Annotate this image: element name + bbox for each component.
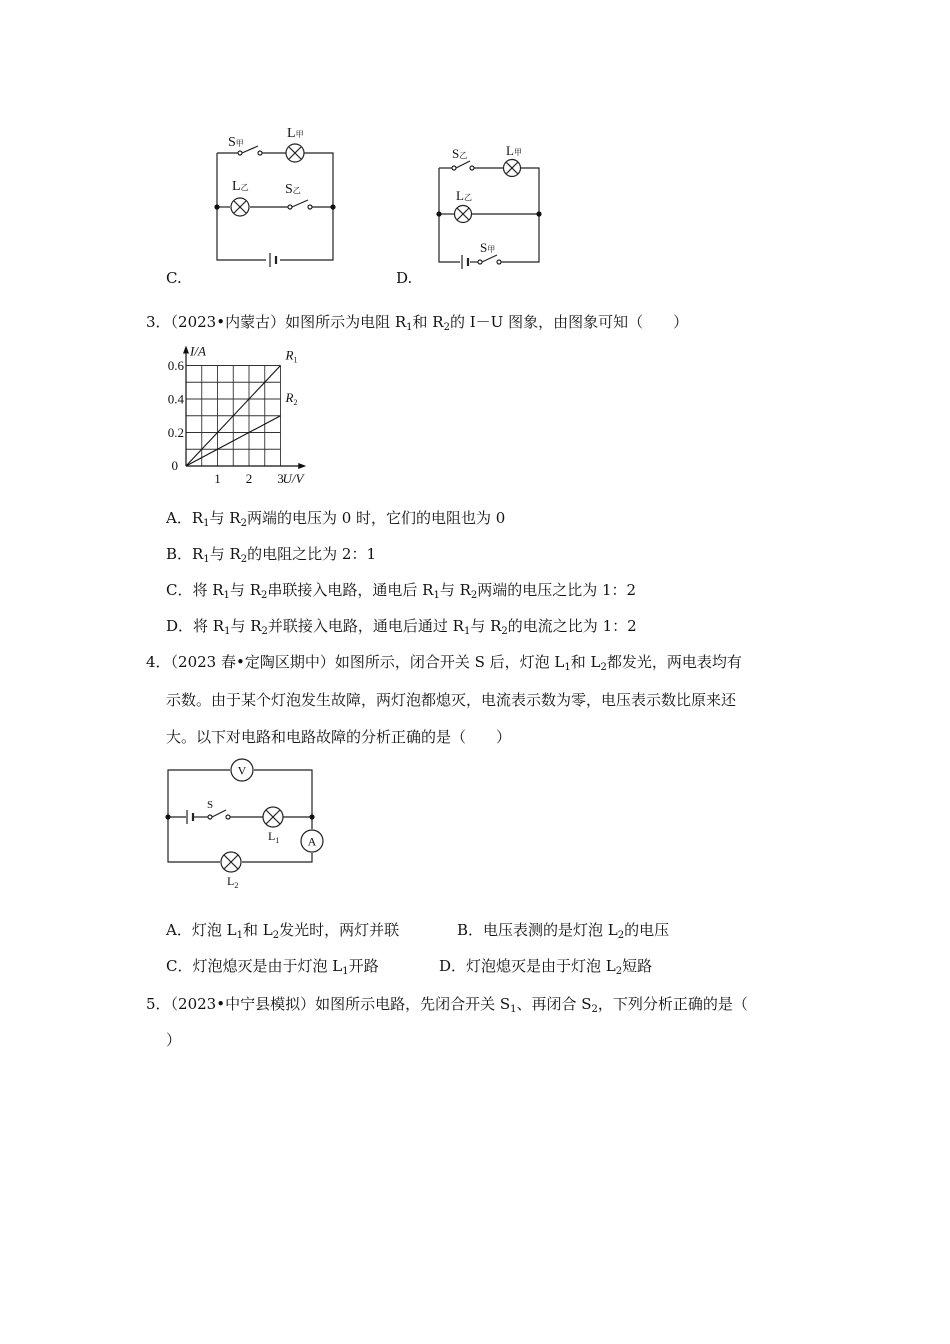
question-4-stem-line1: 4．（2023 春•定陶区期中）如图所示，闭合开关 S 后，灯泡 $L_1$和 $L_2$都发光，两电表均有 bbox=[146, 653, 742, 673]
lamp1-sub: 1 bbox=[275, 836, 280, 845]
lamp-icon bbox=[221, 852, 241, 872]
lamp2-label: L bbox=[227, 874, 235, 888]
q3-option-b[interactable]: B．$R_1$与 $R_2$的电阻之比为 2：1 bbox=[166, 545, 376, 565]
x-tick-label: 1 bbox=[214, 471, 221, 486]
label-l-branch: L bbox=[232, 179, 241, 194]
question-source: （2023 春•定陶区期中） bbox=[170, 653, 335, 671]
label-l-main: L bbox=[287, 126, 296, 141]
ammeter-label: A bbox=[307, 834, 317, 849]
label-l-main-sub: 甲 bbox=[295, 130, 304, 139]
switch-label: S bbox=[207, 799, 214, 811]
label-l-mid: L bbox=[456, 188, 464, 203]
lamp2-sub: 2 bbox=[234, 881, 239, 890]
option-d-label: D. bbox=[396, 269, 413, 287]
battery-icon bbox=[187, 810, 193, 824]
lamp1-label: L bbox=[268, 829, 276, 843]
label-l-mid-sub: 乙 bbox=[463, 193, 472, 202]
x-tick-label: 3 bbox=[277, 471, 284, 486]
ammeter-icon bbox=[301, 830, 323, 852]
label-s-bottom-sub: 甲 bbox=[487, 245, 496, 254]
question-number: 3． bbox=[146, 313, 171, 331]
question-5-stem-line2: ） bbox=[166, 1031, 182, 1049]
voltmeter-label: V bbox=[237, 763, 247, 778]
label-l-top: L bbox=[506, 143, 514, 158]
label-s-top: S bbox=[452, 146, 460, 161]
option-c-label: C. bbox=[166, 269, 182, 287]
question-4-stem-line3: 大。以下对电路和电路故障的分析正确的是（ ） bbox=[166, 728, 512, 746]
q4-option-a[interactable]: A．灯泡 $L_1$和 $L_2$发光时，两灯并联 bbox=[166, 921, 400, 941]
q3-option-c[interactable]: C．将 $R_1$与 $R_2$串联接入电路，通电后 $R_1$与 $R_2$两端的电压之比为 1：2 bbox=[166, 581, 637, 601]
q4-option-b[interactable]: B．电压表测的是灯泡 $L_2$的电压 bbox=[457, 921, 670, 941]
question-source: （2023•内蒙古） bbox=[170, 313, 286, 331]
label-s-top-sub: 乙 bbox=[459, 151, 468, 160]
label-s-main-sub: 甲 bbox=[235, 139, 244, 148]
q4-option-c[interactable]: C．灯泡熄灭是由于灯泡 $L_1$开路 bbox=[166, 957, 379, 977]
svg-text:L1 bbox=[268, 829, 279, 845]
question-5-stem-line1: 5．（2023•中宁县模拟）如图所示电路，先闭合开关 $S_1$、再闭合 $S_2$，下列分析正确的是（ bbox=[146, 995, 748, 1015]
x-axis-label: U/V bbox=[282, 471, 304, 486]
label-s-bottom: S bbox=[480, 240, 488, 255]
y-tick-label: 0.2 bbox=[167, 425, 184, 440]
lamp-icon bbox=[263, 807, 283, 827]
question-source: （2023•中宁县模拟） bbox=[170, 995, 316, 1013]
label-s-main: S bbox=[228, 135, 236, 150]
svg-text:L2 bbox=[227, 874, 238, 890]
label-l-branch-sub: 乙 bbox=[240, 183, 249, 192]
q4-option-d[interactable]: D．灯泡熄灭是由于灯泡 $L_2$短路 bbox=[439, 957, 653, 977]
x-tick-label: 2 bbox=[245, 471, 253, 486]
q3-option-a[interactable]: A．$R_1$与 $R_2$两端的电压为 0 时，它们的电阻也为 0 bbox=[166, 509, 506, 529]
label-s-branch: S bbox=[285, 182, 293, 197]
origin-label: 0 bbox=[171, 458, 178, 473]
label-s-branch-sub: 乙 bbox=[292, 186, 301, 195]
question-3-stem: 3．（2023•内蒙古）如图所示为电阻 $R_1$和 $R_2$的 I－U 图象，由图象可知（ ） bbox=[146, 313, 689, 333]
y-tick-label: 0.6 bbox=[167, 358, 184, 373]
question-number: 4． bbox=[146, 653, 171, 671]
label-l-top-sub: 甲 bbox=[513, 148, 522, 157]
series-label-r2: $R_2$ bbox=[285, 389, 298, 407]
y-tick-label: 0.4 bbox=[167, 391, 184, 407]
question-number: 5． bbox=[146, 995, 171, 1013]
voltmeter-icon bbox=[231, 759, 253, 781]
question-4-stem-line2: 示数。由于某个灯泡发生故障，两灯泡都熄灭，电流表示数为零，电压表示数比原来还 bbox=[166, 691, 737, 709]
q3-option-d[interactable]: D．将 $R_1$与 $R_2$并联接入电路，通电后通过 $R_1$与 $R_2$的电流之比为 1：2 bbox=[166, 617, 637, 637]
y-axis-label: I/A bbox=[190, 343, 206, 359]
series-label-r1: $R_1$ bbox=[285, 347, 298, 365]
